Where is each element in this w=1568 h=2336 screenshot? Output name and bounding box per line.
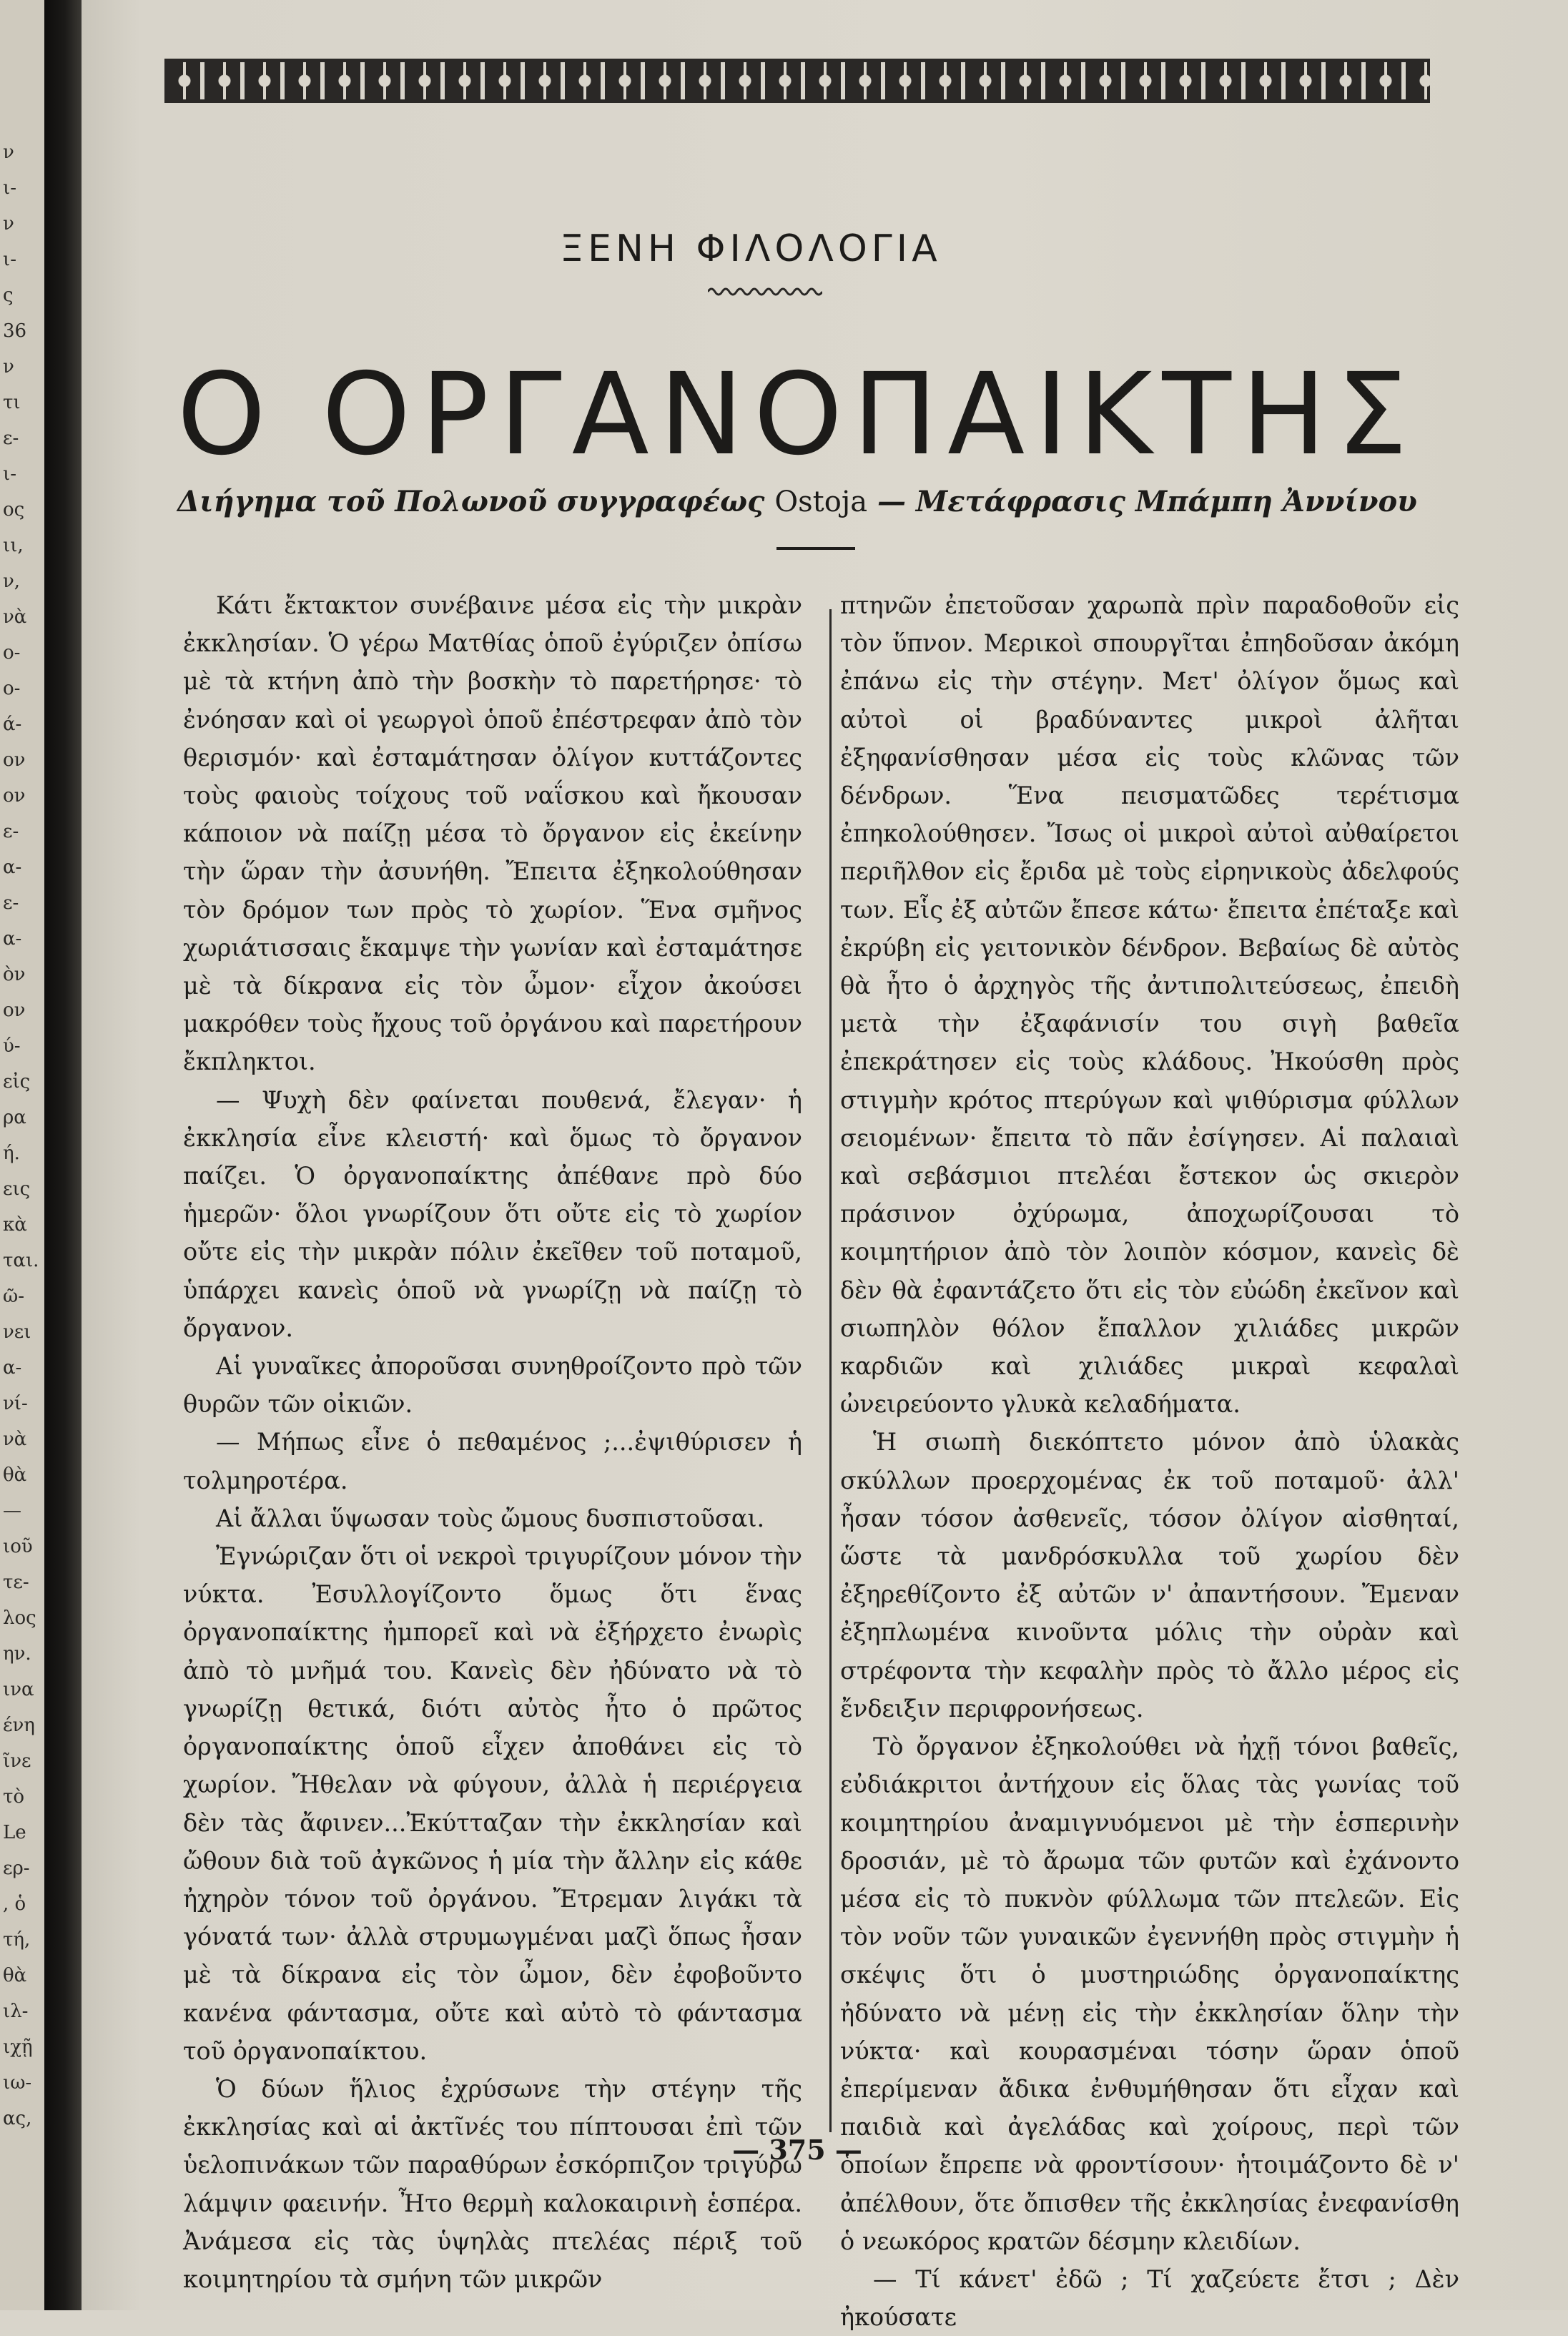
paragraph: Τὸ ὄργανον ἐξηκολούθει νὰ ἠχῇ τόνοι βαθεῖς, εὐδιάκριτοι ἀντήχουν εἰς ὅλας τὰς γωνίας τοῦ κοιμητηρίου ἀναμιγνυόμενοι μὲ τὴν ἑσπερινὴν δροσιάν, μὲ τὸ ἄρωμα τῶν φυτῶν καὶ ἐχάνοντο μέσα εἰς τὸ πυκνὸν φύλλωμα τῶν πτελεῶν. Εἰς τὸν νοῦν τῶν γυναικῶν ἐγεννήθη πρὸς στιγμὴν ἡ σκέψις ὅτι ὁ μυστηριώδης ὀργανοπαίκτης ἠδύνατο νὰ μένῃ εἰς τὴν ἐκκλησίαν ὅλην τὴν νύκτα· καὶ κουρασμέναι τόσην ὥραν ὁποῦ ἐπερίμεναν ἄδικα ἐνθυμήθησαν ὅτι εἶχαν καὶ παιδιὰ καὶ ἀγελάδας καὶ χοίρους, περὶ τῶν ὁποίων ἔπρεπε νὰ φροντίσουν· ἡτοιμάζοντο δὲ ν' ἀπέλθουν, ὅτε ὄπισθεν τῆς ἐκκλησίας ἐνεφανίσθη ὁ νεωκόρος κρατῶν δέσμην κλειδίων. — [840, 1733, 1459, 2255]
margin-fragment: ῖνε — [3, 1750, 31, 1772]
margin-fragment: ι- — [3, 249, 16, 270]
paragraph: Ἐγνώριζαν ὅτι οἱ νεκροὶ τριγυρίζουν μόνον τὴν νύκτα. Ἐσυλλογίζοντο ὅμως ὅτι ἕνας ὀργανοπαίκτης ἠμπορεῖ καὶ νὰ ἐξήρχετο ἐνωρὶς ἀπὸ τὸ μνῆμά του. Κανεὶς δὲν ἠδύνατο νὰ τὸ γνωρίζῃ θετικά, διότι αὐτὸς ἦτο ὁ πρῶτος ὀργανοπαίκτης ὁποῦ εἶχεν ἀποθάνει εἰς τὸ χωρίον. Ἤθελαν νὰ φύγουν, ἀλλὰ ἡ περιέργεια δὲν τὰς ἄφινεν...Ἐκύτταζαν τὴν ἐκκλησίαν καὶ ὤθουν διὰ τοῦ ἀγκῶνος ἡ μία τὴν ἄλλην εἰς κάθε ἠχηρὸν τόνον τοῦ ὀργάνου. Ἔτρεμαν λιγάκι τὰ γόνατά των· ἀλλὰ στρυμωγμέναι μαζὶ ὅπως ἦσαν μὲ τὰ δίκρανα εἰς τὸν ὦμον, δὲν ἐφοβοῦντο κανένα φάντασμα, οὔτε καὶ αὐτὸ τὸ φάντασμα τοῦ ὀργανοπαίκτου. — [183, 1542, 802, 2065]
margin-fragment: ιλ- — [3, 2001, 29, 2022]
margin-fragment: κὰ — [3, 1214, 27, 1236]
margin-fragment: ν, — [3, 571, 21, 592]
paragraph: — Ψυχὴ δὲν φαίνεται πουθενά, ἔλεγαν· ἡ ἐκκλησία εἶνε κλειστή· καὶ ὅμως τὸ ὄργανον παίζει. Ὁ ὀργανοπαίκτης ἀπέθανε πρὸ δύο ἡμερῶν· ὅλοι γνωρίζουν ὅτι οὔτε εἰς τὸ χωρίον οὔτε εἰς τὴν μικρὰν πόλιν ἐκεῖθεν τοῦ ποταμοῦ, ὑπάρχει κανεὶς ὁποῦ νὰ γνωρίζῃ νὰ παίζῃ τὸ ὄργανον. — [183, 1085, 802, 1342]
subtitle-part1: Διήγημα τοῦ Πολωνοῦ συγγραφέως — [177, 485, 775, 518]
margin-fragment: ε- — [3, 892, 19, 914]
margin-fragment: εις — [3, 1178, 31, 1200]
margin-fragment: νί- — [3, 1393, 28, 1414]
margin-fragment: θὰ — [3, 1464, 27, 1486]
margin-fragment: τι — [3, 392, 21, 413]
subtitle-author: Ostoja — [774, 486, 868, 518]
margin-fragment: τὸ — [3, 1786, 25, 1808]
margin-fragment: ινα — [3, 1679, 34, 1700]
margin-fragment: τή, — [3, 1929, 31, 1951]
margin-fragment: α- — [3, 928, 22, 950]
margin-fragment: θὰ — [3, 1965, 27, 1986]
margin-fragment: ῶ- — [3, 1286, 24, 1307]
margin-fragment: ν — [3, 142, 14, 163]
section-title: ΞΕΝΗ ΦΙΛΟΛΟΓΙΑ — [560, 227, 942, 270]
margin-fragment: ε- — [3, 428, 19, 449]
margin-fragment: Le — [3, 1822, 26, 1843]
ornament-pattern — [164, 71, 1430, 91]
margin-fragment: ένη — [3, 1715, 35, 1736]
margin-fragment: ον — [3, 785, 26, 807]
margin-fragment: ιω- — [3, 2072, 32, 2094]
margin-fragment: ας, — [3, 2108, 32, 2129]
margin-fragment: ην. — [3, 1643, 31, 1665]
margin-fragment: ο- — [3, 678, 21, 699]
margin-fragment: ν — [3, 213, 14, 235]
margin-fragment: ς — [3, 285, 14, 306]
margin-fragment: ερ- — [3, 1858, 30, 1879]
margin-fragment: ι- — [3, 463, 16, 485]
margin-fragment: ε- — [3, 821, 19, 842]
margin-fragment: νει — [3, 1321, 31, 1343]
right-column — [840, 586, 1459, 2336]
margin-fragment: ιοῦ — [3, 1536, 33, 1557]
margin-fragment: νὰ — [3, 606, 27, 628]
margin-fragment: ν — [3, 356, 14, 378]
paragraph: Ὁ δύων ἥλιος ἐχρύσωνε τὴν στέγην τῆς ἐκκλησίας καὶ αἱ ἀκτῖνές του πίπτουσαι ἐπὶ τῶν ὑελοπινάκων τῶν παραθύρων ἐσκόρπιζον τριγύρω λάμψιν φαεινήν. Ἦτο θερμὴ καλοκαιρινὴ ἑσπέρα. Ἀνάμεσα εἰς τὰς ὑψηλὰς πτελέας πέριξ τοῦ κοιμητηρίου τὰ σμήνη τῶν μικρῶν — [183, 2074, 802, 2293]
margin-fragment: α- — [3, 1357, 22, 1379]
margin-fragment: ον — [3, 1000, 26, 1021]
margin-fragment: — — [3, 1500, 21, 1522]
main-title: Ο ΟΡΓΑΝΟΠΑΙΚΤΗΣ — [177, 349, 1418, 480]
margin-fragment: ιχῇ — [3, 2036, 33, 2058]
margin-fragment: ά- — [3, 714, 22, 735]
paragraph: Κάτι ἔκτακτον συνέβαινε μέσα εἰς τὴν μικρὰν ἐκκλησίαν. Ὁ γέρω Ματθίας ὁποῦ ἐγύριζεν ὀπίσω μὲ τὰ κτήνη ἀπὸ τὴν βοσκὴν τὸ παρετήρησε· τὸ ἐνόησαν καὶ οἱ γεωργοὶ ὁποῦ ἐπέστρεφαν ἀπὸ τὸν θερισμόν· καὶ ἐσταμάτησαν ὀλίγον κυττάζοντες τοὺς φαιοὺς τοίχους τοῦ ναΐσκου καὶ ἤκουσαν κάποιον νὰ παίζῃ μέσα τὸ ὄργανον εἰς ἐκείνην τὴν ὥραν τὴν ἀσυνήθη. Ἔπειτα ἐξηκολούθησαν τὸν δρόμον των πρὸς τὸ χωρίον. Ἕνα σμῆνος χωριάτισσαις ἔκαμψε τὴν γωνίαν καὶ ἐσταμάτησε μὲ τὰ δίκρανα εἰς τὸν ὦμον· εἶχον ἀκούσει μακρόθεν τοὺς ἤχους τοῦ ὀργάνου καὶ παρετήρουν ἔκπληκτοι. — [183, 591, 802, 1076]
paragraph: Αἱ γυναῖκες ἀποροῦσαι συνηθροίζοντο πρὸ τῶν θυρῶν τῶν οἰκιῶν. — [183, 1352, 802, 1419]
margin-fragment: 36 — [3, 320, 27, 342]
margin-fragment: α- — [3, 857, 22, 878]
subtitle — [164, 485, 1430, 518]
margin-fragment: ιι, — [3, 535, 24, 556]
margin-fragment: ο- — [3, 642, 21, 664]
paragraph: Αἱ ἄλλαι ὕψωσαν τοὺς ὤμους δυσπιστοῦσαι. — [216, 1504, 765, 1532]
paragraph: πτηνῶν ἐπετοῦσαν χαρωπὰ πρὶν παραδοθοῦν εἰς τὸν ὕπνον. Μερικοὶ σπουργῖται ἐπηδοῦσαν ἀκόμη ἐπάνω εἰς τὴν στέγην. Μετ' ὀλίγον ὅμως καὶ αὐτοὶ οἱ βραδύναντες μικροὶ ἀλῆται ἐξηφανίσθησαν μέσα εἰς τοὺς κλῶνας τῶν δένδρων. Ἕνα πεισματῶδες τερέτισμα ἐπηκολούθησεν. Ἴσως οἱ μικροὶ αὐτοὶ αὐθαίρετοι περιῆλθον εἰς ἔριδα μὲ τοὺς εἰρηνικοὺς ἀδελφούς των. Εἷς ἐξ αὐτῶν ἔπεσε κάτω· ἔπειτα ἐπέταξε καὶ ἐκρύβη εἰς γειτονικὸν δένδρον. Βεβαίως δὲ αὐτὸς θὰ ἦτο ὁ ἀρχηγὸς τῆς ἀντιπολιτεύσεως, ἐπειδὴ μετὰ τὴν ἐξαφάνισίν του σιγὴ βαθεῖα ἐπεκράτησεν εἰς τοὺς κλάδους. Ἠκούσθη πρὸς στιγμὴν κρότος πτερύγων καὶ ψιθύρισμα φύλλων σειομένων· ἔπειτα τὸ πᾶν ἐσίγησεν. Αἱ παλαιαὶ καὶ σεβάσμιοι πτελέαι ἔστεκον ὡς σκιερὸν πράσινον ὀχύρωμα, ἀποχωρίζουσαι τὸ κοιμητήριον ἀπὸ τὸν λοιπὸν κόσμον, κανεὶς δὲ δὲν θὰ ἐφαντάζετο ὅτι εἰς τὸν εὐώδη ἐκεῖνον καὶ σιωπηλὸν θόλον ἔπαλλον χιλιάδες μικρῶν καρδιῶν καὶ χιλιάδες μικραὶ κεφαλαὶ ὠνειρεύοντο γλυκὰ κελαδήματα. — [840, 591, 1459, 1419]
page-number: — 375 — — [732, 2134, 862, 2166]
subtitle-part2: — Μετάφρασις Μπάμπη Ἀννίνου — [867, 485, 1417, 518]
margin-fragment: τε- — [3, 1572, 29, 1593]
wavy-divider — [708, 286, 822, 297]
subtitle-rule — [776, 547, 855, 550]
margin-fragment: ον — [3, 749, 26, 771]
margin-fragment: ύ- — [3, 1035, 21, 1057]
ornamental-border — [164, 59, 1430, 103]
column-rule — [829, 609, 832, 2132]
margin-fragment: λος — [3, 1607, 36, 1629]
margin-fragment: , ὁ — [3, 1893, 26, 1915]
margin-fragment: ται. — [3, 1250, 39, 1271]
left-column — [183, 586, 802, 2298]
margin-fragment: ὸν — [3, 964, 26, 985]
paragraph: Ἡ σιωπὴ διεκόπτετο μόνον ἀπὸ ὑλακὰς σκύλλων προερχομένας ἐκ τοῦ ποταμοῦ· ἀλλ' ἦσαν τόσον ἀσθενεῖς, τόσον ὀλίγον αἰσθηταί, ὥστε τὰ μανδρόσκυλλα τοῦ χωρίου δὲν ἐξηρεθίζοντο ἐξ αὐτῶν ν' ἀπαντήσουν. Ἔμεναν ἐξηπλωμένα κινοῦντα μόλις τὴν οὐρὰν καὶ στρέφοντα τὴν κεφαλὴν πρὸς τὸ ἄλλο μέρος εἰς ἔνδειξιν περιφρονήσεως. — [840, 1428, 1459, 1723]
margin-fragment: εἰς — [3, 1071, 31, 1093]
margin-fragment: ή. — [3, 1143, 20, 1164]
margin-fragment: νὰ — [3, 1429, 27, 1450]
paragraph: — Τί κάνετ' ἐδῶ ; Τί χαζεύετε ἔτσι ; Δὲν ἠκούσατε — [840, 2264, 1459, 2332]
adjacent-page-margin — [0, 0, 44, 2310]
margin-fragment: ος — [3, 499, 25, 521]
margin-fragment: ρα — [3, 1107, 26, 1128]
margin-fragment: ι- — [3, 177, 16, 199]
book-spine — [44, 0, 82, 2310]
paragraph: — Μήπως εἶνε ὁ πεθαμένος ;...ἐψιθύρισεν ἡ τολμηροτέρα. — [183, 1428, 802, 1494]
